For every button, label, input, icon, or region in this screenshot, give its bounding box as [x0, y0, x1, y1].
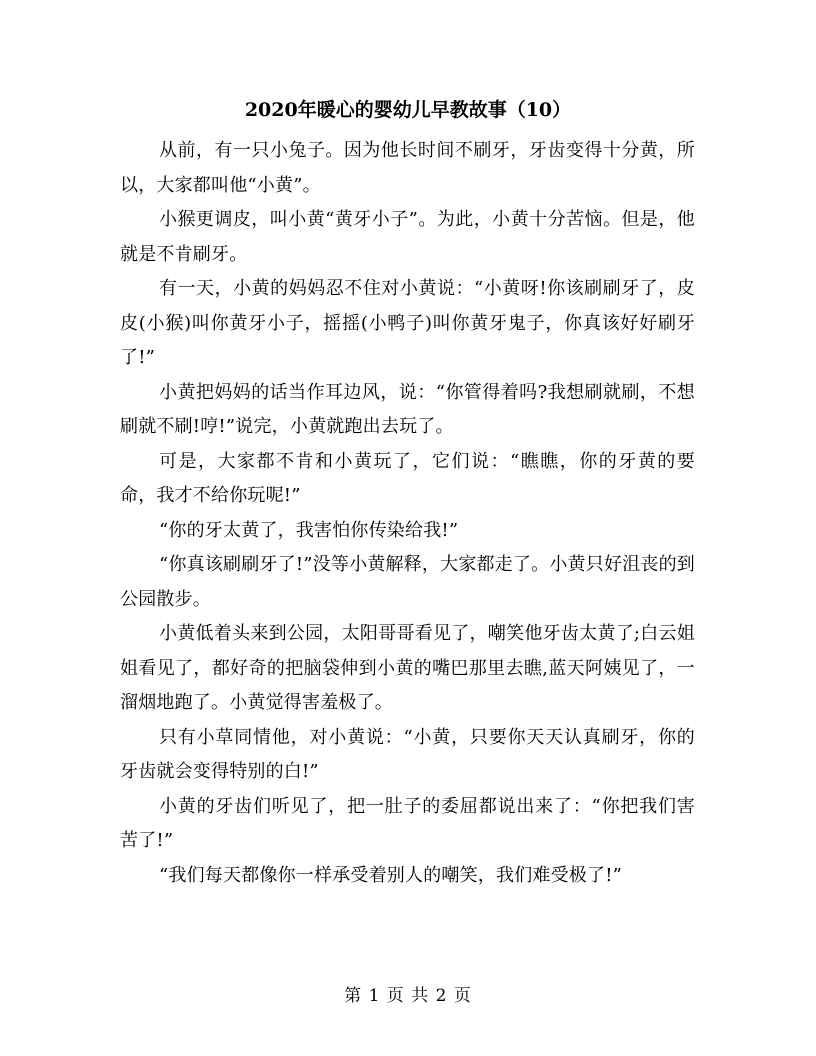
- paragraph: “你真该刷刷牙了!”没等小黄解释，大家都走了。小黄只好沮丧的到公园散步。: [120, 554, 695, 610]
- paragraph: 有一天，小黄的妈妈忍不住对小黄说：“小黄呀!你该刷刷牙了，皮皮(小猴)叫你黄牙小子，摇摇(小鸭子)叫你黄牙鬼子，你真该好好刷牙了!”: [120, 278, 695, 368]
- paragraph: “你的牙太黄了，我害怕你传染给我!”: [159, 519, 459, 541]
- paragraph: 小黄低着头来到公园，太阳哥哥看见了，嘲笑他牙齿太黄了;白云姐姐看见了，都好奇的把脑袋伸到小黄的嘴巴那里去瞧,蓝天阿姨见了，一溜烟地跑了。小黄觉得害羞极了。: [120, 623, 695, 713]
- paragraph: 可是，大家都不肯和小黄玩了，它们说：“瞧瞧，你的牙黄的要命，我才不给你玩呢!”: [120, 450, 695, 506]
- paragraph: 只有小草同情他，对小黄说：“小黄，只要你天天认真刷牙，你的牙齿就会变得特别的白!”: [120, 726, 695, 782]
- document-body: [120, 134, 695, 893]
- paragraph: 从前，有一只小兔子。因为他长时间不刷牙，牙齿变得十分黄，所以，大家都叫他“小黄”。: [120, 140, 695, 196]
- page-number-footer: 第 1 页 共 2 页: [344, 986, 472, 1006]
- paragraph: 小猴更调皮，叫小黄“黄牙小子”。为此，小黄十分苦恼。但是，他就是不肯刷牙。: [120, 209, 695, 265]
- document-title: 2020年暖心的婴幼儿早教故事（10）: [244, 99, 572, 121]
- paragraph: “我们每天都像你一样承受着别人的嘲笑，我们难受极了!”: [159, 864, 623, 886]
- paragraph: 小黄的牙齿们听见了，把一肚子的委屈都说出来了：“你把我们害苦了!”: [120, 795, 695, 851]
- paragraph: 小黄把妈妈的话当作耳边风，说：“你管得着吗?我想刷就刷，不想刷就不刷!哼!”说完，小黄就跑出去玩了。: [120, 381, 695, 437]
